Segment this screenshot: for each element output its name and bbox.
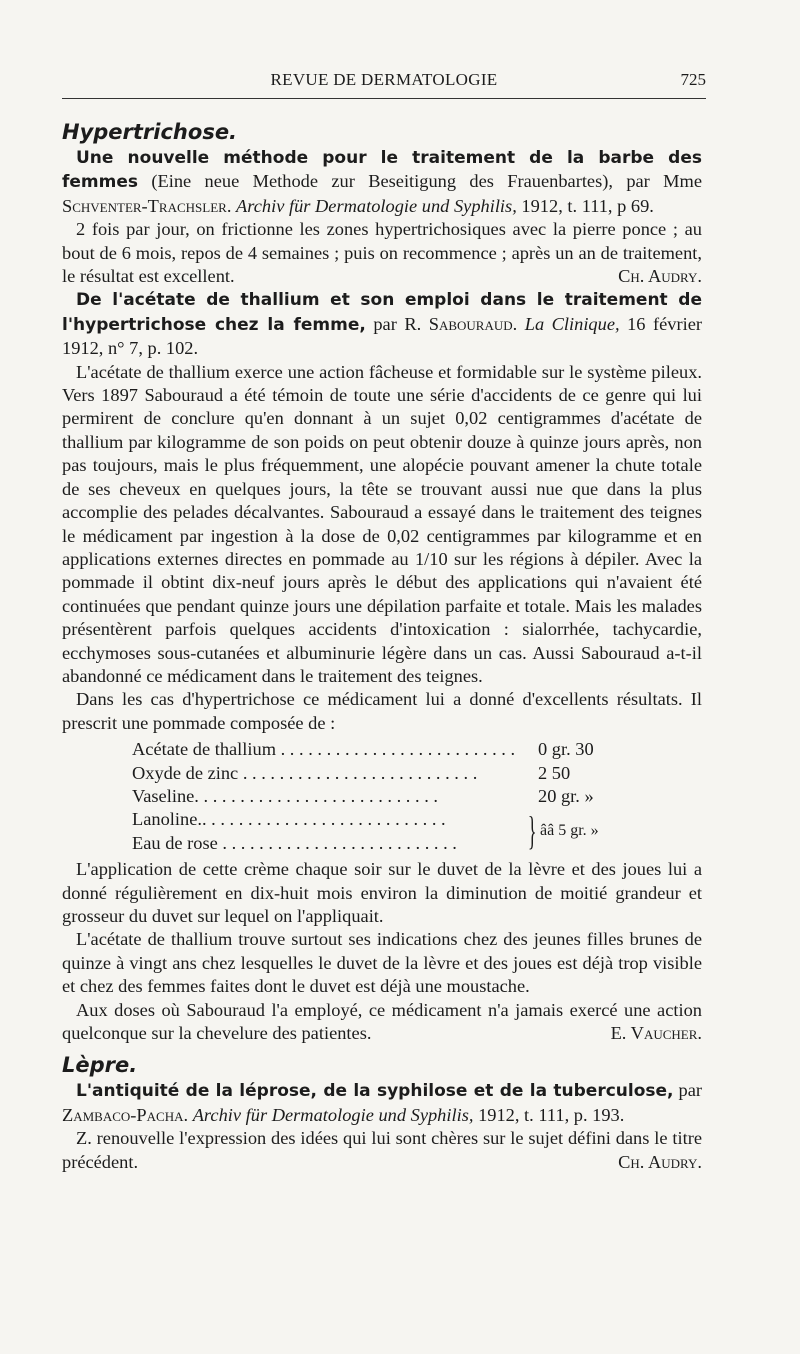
journal-name: Archiv für Dermatologie und Syphilis, [192,1104,474,1125]
author-name: Sabouraud. [428,313,518,334]
citation-details: 1912, t. 111, p. 193. [478,1104,625,1125]
article-paragraph [62,218,702,288]
recipe-row [132,785,632,808]
ingredient-name: Vaseline. . . . [132,785,524,808]
signature: Ch. Audry. [618,1151,702,1172]
ingredient-name: Eau de rose . . . [132,832,524,855]
article-paragraph [62,999,702,1046]
citation-text: par [673,1080,702,1101]
article-paragraph [62,1127,702,1174]
running-head: REVUE DE DERMATOLOGIE [270,70,498,89]
article-title: De l'acétate de thallium et son emploi dans le traitement de l'hypertrichose chez la femme, [62,290,702,335]
brace-symbol: } [527,808,537,854]
ingredient-quantity: 20 gr. » [538,785,594,806]
ingredient-quantity: 2 50 [538,762,571,783]
ingredient-quantity: 0 gr. 30 [538,739,594,760]
section-title-lepre: Lèpre. [62,1053,138,1078]
citation-text: (Eine neue Methode zur Beseitigung des Frauenbartes), par Mme [151,171,702,192]
recipe-row [132,762,632,785]
citation-details: 1912, t. 111, p 69. [521,195,654,216]
citation-text: par R. [365,313,429,334]
article-paragraph: L'application de cette crème chaque soir sur le duvet de la lèvre et des joues lui a donné régulièrement en dix-huit mois environ la diminution de moitié grandeur et grosseur du duvet sur lequel on l'appliquait. [62,859,702,926]
ingredient-quantity: ââ 5 gr. » [540,822,599,840]
citation-details: 16 février 1912, n° 7, p. 102. [62,313,702,359]
ingredient-name: Acétate de thallium . . . [132,738,524,761]
paragraph-text: Z. renouvelle l'expression des idées qui lui sont chères sur le sujet défini dans le titre précédent. [62,1128,702,1172]
ingredient-group [132,808,524,855]
journal-name: Archiv für Dermatologie und Syphilis, [236,195,517,216]
ingredient-name: Oxyde de zinc . . . [132,762,524,785]
recipe-table [132,738,632,855]
page-header [62,70,706,99]
article-title: Une nouvelle méthode pour le traitement de la barbe des femmes [62,148,702,193]
recipe-row-shared [132,808,632,855]
article-paragraph: L'acétate de thallium trouve surtout ses indications chez des jeunes filles brunes de quinze à vingt ans chez lesquelles le duvet de la lèvre et des joues est déjà trop visible et chez des femmes faites dont le duvet est déjà une moustache. [62,929,702,997]
page-body [62,118,702,1174]
article-citation [62,1079,702,1127]
signature: Ch. Audry. [618,266,702,287]
article-citation [62,288,702,360]
author-name: Zambaco-Pacha. [62,1104,189,1125]
author-name: Schventer-Trachsler. [62,195,232,216]
paragraph-text: 2 fois par jour, on frictionne les zones hypertrichosiques avec la pierre ponce ; au bout de 6 mois, repos de 4 semaines ; puis on recommence ; après un an de traitement, le résultat est excellent. [62,219,702,287]
ingredient-name: Lanoline.. . . . [132,808,524,831]
paragraph-text: Aux doses où Sabouraud l'a employé, ce médicament n'a jamais exercé une action quelconque sur la chevelure des patientes. [62,999,702,1043]
journal-name: La Clinique, [524,313,620,334]
article-citation [62,146,702,218]
article-title: L'antiquité de la léprose, de la syphilose et de la tuberculose, [76,1081,674,1102]
page-number: 725 [680,70,706,89]
signature: E. Vaucher. [610,1022,702,1043]
article-paragraph: L'acétate de thallium exerce une action fâcheuse et formidable sur le système pileux. Vers 1897 Sabouraud a été témoin de toute une série d'accidents de ce genre qui lui permirent de conclure qu'en donnant à un sujet 0,02 centigrammes d'acétate de thallium par kilogramme de son poids on peut obtenir douze à quinze jours après, non pas toujours, mais le plus fréquemment, une alopécie pouvant amener la chute totale de ses cheveux en quelques jours, la tête se trouvant aussi nue que dans la plus accomplie des pelades décalvantes. Sabouraud a essayé dans le traitement des teignes le médicament par ingestion à la dose de 0,02 centigrammes par kilogramme et en applications externes directes en pommade au 1/10 sur les régions à dépiler. Avec la pommade il obtint dix-neuf jours après le début des applications qui n'avaient été continuées que pendant quinze jours une dépilation parfaite et totale. Mais les malades présentèrent parfois quelques accidents d'intoxication : sialorrhée, tachycardie, ecchymoses sous-cutanées et albuminurie légère dans un cas. Aussi Sabouraud a-t-il abandonné ce médicament dans le traitement des teignes. [62,361,702,686]
article-paragraph: Dans les cas d'hypertrichose ce médicament lui a donné d'excellents résultats. Il prescrit une pommade composée de : [62,689,702,733]
recipe-row [132,738,632,761]
section-title-hypertrichose: Hypertrichose. [62,120,238,144]
